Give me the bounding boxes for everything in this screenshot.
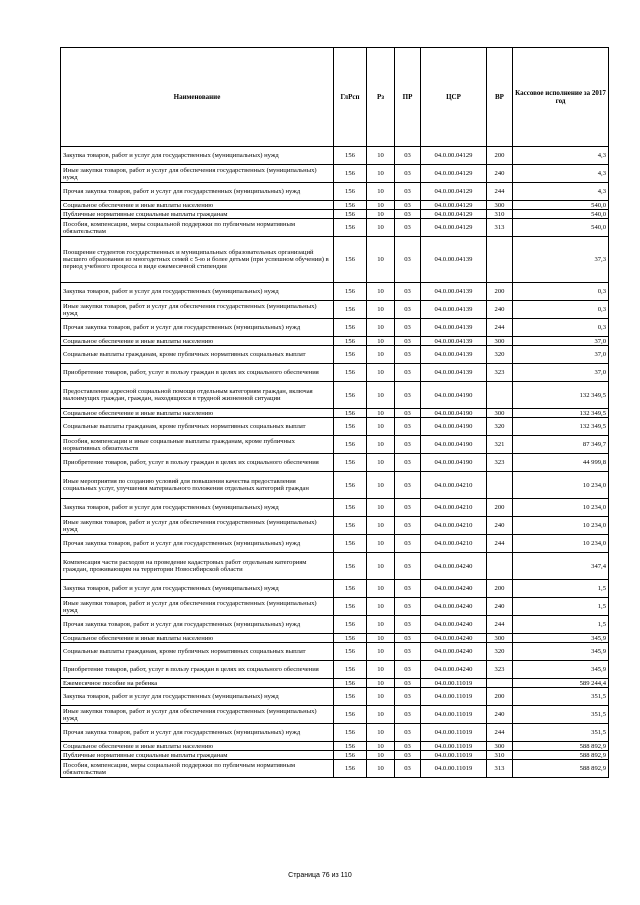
cell-amount: 0,3 (513, 319, 609, 337)
cell-amount: 588 892,9 (513, 742, 609, 751)
cell-amount: 37,0 (513, 364, 609, 382)
cell-name: Иные закупки товаров, работ и услуг для обеспечения государственных (муниципальных) нужд (61, 706, 334, 724)
cell-pr: 03 (395, 409, 421, 418)
col-header-pr: ПР (395, 48, 421, 147)
cell-pr: 03 (395, 301, 421, 319)
cell-amount: 10 234,0 (513, 535, 609, 553)
cell-pr: 03 (395, 634, 421, 643)
col-header-cash-execution: Кассовое исполнение за 2017 год (513, 48, 609, 147)
cell-glrsp: 156 (334, 616, 367, 634)
cell-amount: 351,5 (513, 724, 609, 742)
cell-amount: 345,9 (513, 634, 609, 643)
cell-csr: 04.0.00.11019 (421, 706, 487, 724)
table-row (61, 760, 609, 778)
cell-vr: 244 (487, 319, 513, 337)
table-row (61, 147, 609, 165)
table-row (61, 454, 609, 472)
cell-vr: 300 (487, 337, 513, 346)
cell-name: Иные закупки товаров, работ и услуг для обеспечения государственных (муниципальных) нужд (61, 598, 334, 616)
cell-csr: 04.0.00.04240 (421, 553, 487, 580)
cell-vr: 240 (487, 165, 513, 183)
cell-rz: 10 (367, 706, 395, 724)
cell-amount: 10 234,0 (513, 499, 609, 517)
cell-name: Пособия, компенсации и иные социальные выплаты гражданам, кроме публичных нормативных обязательств (61, 436, 334, 454)
cell-rz: 10 (367, 499, 395, 517)
cell-name: Прочая закупка товаров, работ и услуг для государственных (муниципальных) нужд (61, 183, 334, 201)
cell-vr (487, 472, 513, 499)
cell-name: Социальное обеспечение и иные выплаты населению (61, 742, 334, 751)
cell-vr: 310 (487, 751, 513, 760)
cell-pr: 03 (395, 337, 421, 346)
cell-csr: 04.0.00.04129 (421, 165, 487, 183)
table-row (61, 517, 609, 535)
table-row (61, 724, 609, 742)
cell-glrsp: 156 (334, 661, 367, 679)
cell-vr: 321 (487, 436, 513, 454)
cell-csr: 04.0.00.04240 (421, 598, 487, 616)
cell-amount: 44 999,8 (513, 454, 609, 472)
cell-pr: 03 (395, 679, 421, 688)
cell-rz: 10 (367, 472, 395, 499)
cell-amount: 10 234,0 (513, 517, 609, 535)
cell-amount: 1,5 (513, 616, 609, 634)
cell-pr: 03 (395, 283, 421, 301)
cell-csr: 04.0.00.04210 (421, 499, 487, 517)
table-row (61, 598, 609, 616)
cell-glrsp: 156 (334, 436, 367, 454)
cell-name: Закупка товаров, работ и услуг для государственных (муниципальных) нужд (61, 580, 334, 598)
table-row (61, 436, 609, 454)
cell-rz: 10 (367, 382, 395, 409)
cell-amount: 10 234,0 (513, 472, 609, 499)
cell-csr: 04.0.00.04129 (421, 147, 487, 165)
cell-pr: 03 (395, 688, 421, 706)
cell-vr: 320 (487, 346, 513, 364)
cell-rz: 10 (367, 418, 395, 436)
cell-amount: 1,5 (513, 580, 609, 598)
cell-csr: 04.0.00.04210 (421, 472, 487, 499)
cell-rz: 10 (367, 165, 395, 183)
cell-pr: 03 (395, 147, 421, 165)
cell-rz: 10 (367, 616, 395, 634)
table-row (61, 418, 609, 436)
cell-name: Социальное обеспечение и иные выплаты населению (61, 337, 334, 346)
cell-glrsp: 156 (334, 237, 367, 283)
cell-glrsp: 156 (334, 535, 367, 553)
cell-glrsp: 156 (334, 364, 367, 382)
cell-vr: 244 (487, 616, 513, 634)
cell-rz: 10 (367, 661, 395, 679)
cell-name: Прочая закупка товаров, работ и услуг для государственных (муниципальных) нужд (61, 535, 334, 553)
cell-vr: 240 (487, 598, 513, 616)
table-row (61, 301, 609, 319)
cell-rz: 10 (367, 643, 395, 661)
cell-name: Публичные нормативные социальные выплаты гражданам (61, 210, 334, 219)
cell-csr: 04.0.00.04240 (421, 643, 487, 661)
cell-vr: 240 (487, 301, 513, 319)
cell-pr: 03 (395, 237, 421, 283)
cell-vr: 200 (487, 580, 513, 598)
cell-pr: 03 (395, 183, 421, 201)
cell-amount: 589 244,4 (513, 679, 609, 688)
cell-rz: 10 (367, 760, 395, 778)
table-row (61, 237, 609, 283)
cell-glrsp: 156 (334, 283, 367, 301)
cell-rz: 10 (367, 742, 395, 751)
cell-pr: 03 (395, 436, 421, 454)
cell-glrsp: 156 (334, 165, 367, 183)
cell-amount: 351,5 (513, 688, 609, 706)
cell-pr: 03 (395, 319, 421, 337)
cell-amount: 132 349,5 (513, 418, 609, 436)
cell-pr: 03 (395, 517, 421, 535)
cell-csr: 04.0.00.04129 (421, 183, 487, 201)
cell-name: Социальные выплаты гражданам, кроме публичных нормативных социальных выплат (61, 418, 334, 436)
cell-rz: 10 (367, 147, 395, 165)
cell-pr: 03 (395, 165, 421, 183)
cell-csr: 04.0.00.11019 (421, 760, 487, 778)
cell-glrsp: 156 (334, 319, 367, 337)
cell-vr: 240 (487, 517, 513, 535)
cell-glrsp: 156 (334, 760, 367, 778)
cell-rz: 10 (367, 535, 395, 553)
cell-pr: 03 (395, 210, 421, 219)
cell-rz: 10 (367, 346, 395, 364)
cell-amount: 345,9 (513, 643, 609, 661)
cell-glrsp: 156 (334, 201, 367, 210)
cell-pr: 03 (395, 760, 421, 778)
cell-name: Ежемесячное пособие на ребенка (61, 679, 334, 688)
cell-pr: 03 (395, 580, 421, 598)
table-row (61, 346, 609, 364)
table-row (61, 499, 609, 517)
cell-glrsp: 156 (334, 183, 367, 201)
cell-name: Публичные нормативные социальные выплаты гражданам (61, 751, 334, 760)
cell-vr: 323 (487, 454, 513, 472)
table-row (61, 183, 609, 201)
cell-rz: 10 (367, 183, 395, 201)
cell-name: Закупка товаров, работ и услуг для государственных (муниципальных) нужд (61, 283, 334, 301)
cell-pr: 03 (395, 499, 421, 517)
cell-pr: 03 (395, 553, 421, 580)
table-row (61, 742, 609, 751)
cell-csr: 04.0.00.04139 (421, 337, 487, 346)
budget-table (60, 47, 609, 778)
cell-rz: 10 (367, 364, 395, 382)
cell-csr: 04.0.00.04139 (421, 237, 487, 283)
cell-csr: 04.0.00.04190 (421, 454, 487, 472)
cell-amount: 4,3 (513, 183, 609, 201)
cell-pr: 03 (395, 616, 421, 634)
table-row (61, 283, 609, 301)
cell-amount: 345,9 (513, 661, 609, 679)
table-row (61, 337, 609, 346)
cell-rz: 10 (367, 751, 395, 760)
cell-rz: 10 (367, 210, 395, 219)
cell-name: Закупка товаров, работ и услуг для государственных (муниципальных) нужд (61, 688, 334, 706)
cell-name: Приобретение товаров, работ, услуг в пользу граждан в целях их социального обеспечения (61, 661, 334, 679)
cell-amount: 37,0 (513, 337, 609, 346)
cell-vr: 244 (487, 183, 513, 201)
cell-vr: 200 (487, 688, 513, 706)
cell-rz: 10 (367, 454, 395, 472)
cell-pr: 03 (395, 219, 421, 237)
cell-amount: 1,5 (513, 598, 609, 616)
cell-vr: 200 (487, 147, 513, 165)
cell-rz: 10 (367, 634, 395, 643)
cell-rz: 10 (367, 598, 395, 616)
cell-csr: 04.0.00.04240 (421, 661, 487, 679)
cell-name: Иные закупки товаров, работ и услуг для обеспечения государственных (муниципальных) нужд (61, 301, 334, 319)
cell-glrsp: 156 (334, 418, 367, 436)
cell-csr: 04.0.00.04129 (421, 210, 487, 219)
table-row (61, 751, 609, 760)
cell-vr: 244 (487, 535, 513, 553)
cell-rz: 10 (367, 724, 395, 742)
cell-amount: 0,3 (513, 301, 609, 319)
cell-glrsp: 156 (334, 643, 367, 661)
cell-amount: 347,4 (513, 553, 609, 580)
cell-name: Прочая закупка товаров, работ и услуг для государственных (муниципальных) нужд (61, 319, 334, 337)
cell-name: Иные мероприятия по созданию условий для повышения качества предоставления социальных услуг, улучшения материального положения отдельных категорий граждан (61, 472, 334, 499)
cell-csr: 04.0.00.04139 (421, 319, 487, 337)
col-header-vr: ВР (487, 48, 513, 147)
cell-amount: 540,0 (513, 201, 609, 210)
cell-rz: 10 (367, 580, 395, 598)
table-row (61, 210, 609, 219)
cell-rz: 10 (367, 436, 395, 454)
cell-name: Социальное обеспечение и иные выплаты населению (61, 409, 334, 418)
cell-pr: 03 (395, 201, 421, 210)
cell-vr: 300 (487, 409, 513, 418)
cell-name: Предоставление адресной социальной помощи отдельным категориям граждан, включая малоимущих граждан, граждан, находящихся в трудной жизненной ситуации (61, 382, 334, 409)
col-header-name: Наименование (61, 48, 334, 147)
cell-amount: 351,5 (513, 706, 609, 724)
cell-name: Пособия, компенсации, меры социальной поддержки по публичным нормативным обязательствам (61, 219, 334, 237)
cell-name: Поощрение студентов государственных и муниципальных образовательных организаций высшего образования из многодетных семей с 5-ю и более детьми (при успешном обучении) в период учебного процесса в виде ежемесячной стипендии (61, 237, 334, 283)
cell-vr: 323 (487, 661, 513, 679)
cell-glrsp: 156 (334, 472, 367, 499)
cell-glrsp: 156 (334, 679, 367, 688)
cell-csr: 04.0.00.11019 (421, 742, 487, 751)
cell-csr: 04.0.00.04139 (421, 364, 487, 382)
table-row (61, 472, 609, 499)
cell-glrsp: 156 (334, 382, 367, 409)
cell-csr: 04.0.00.04210 (421, 517, 487, 535)
table-row (61, 382, 609, 409)
cell-rz: 10 (367, 337, 395, 346)
table-row (61, 364, 609, 382)
cell-glrsp: 156 (334, 553, 367, 580)
cell-amount: 132 349,5 (513, 409, 609, 418)
cell-csr: 04.0.00.04129 (421, 219, 487, 237)
cell-vr: 310 (487, 210, 513, 219)
cell-vr: 244 (487, 724, 513, 742)
cell-name: Компенсация части расходов на проведение кадастровых работ отдельным категориям граждан, проживающим на территории Новосибирской области (61, 553, 334, 580)
col-header-csr: ЦСР (421, 48, 487, 147)
cell-vr: 200 (487, 283, 513, 301)
cell-name: Приобретение товаров, работ, услуг в пользу граждан в целях их социального обеспечения (61, 364, 334, 382)
cell-amount: 37,3 (513, 237, 609, 283)
cell-glrsp: 156 (334, 688, 367, 706)
cell-csr: 04.0.00.04240 (421, 616, 487, 634)
cell-vr: 313 (487, 219, 513, 237)
cell-glrsp: 156 (334, 499, 367, 517)
table-row (61, 661, 609, 679)
table-row (61, 643, 609, 661)
cell-pr: 03 (395, 346, 421, 364)
cell-pr: 03 (395, 724, 421, 742)
cell-name: Социальное обеспечение и иные выплаты населению (61, 634, 334, 643)
cell-csr: 04.0.00.04139 (421, 283, 487, 301)
cell-vr: 320 (487, 643, 513, 661)
table-row (61, 319, 609, 337)
cell-glrsp: 156 (334, 301, 367, 319)
cell-amount: 588 892,9 (513, 751, 609, 760)
cell-amount: 540,0 (513, 210, 609, 219)
table-row (61, 706, 609, 724)
cell-csr: 04.0.00.11019 (421, 751, 487, 760)
cell-name: Закупка товаров, работ и услуг для государственных (муниципальных) нужд (61, 499, 334, 517)
cell-csr: 04.0.00.04190 (421, 382, 487, 409)
cell-vr: 200 (487, 499, 513, 517)
cell-name: Иные закупки товаров, работ и услуг для обеспечения государственных (муниципальных) нужд (61, 517, 334, 535)
cell-rz: 10 (367, 688, 395, 706)
table-row (61, 165, 609, 183)
cell-rz: 10 (367, 553, 395, 580)
cell-csr: 04.0.00.04190 (421, 436, 487, 454)
cell-pr: 03 (395, 535, 421, 553)
col-header-glrsp: ГлРсп (334, 48, 367, 147)
table-row (61, 535, 609, 553)
cell-pr: 03 (395, 643, 421, 661)
cell-glrsp: 156 (334, 219, 367, 237)
cell-pr: 03 (395, 706, 421, 724)
cell-pr: 03 (395, 382, 421, 409)
cell-amount: 87 349,7 (513, 436, 609, 454)
cell-csr: 04.0.00.04210 (421, 535, 487, 553)
cell-pr: 03 (395, 418, 421, 436)
cell-amount: 0,3 (513, 283, 609, 301)
cell-glrsp: 156 (334, 706, 367, 724)
cell-pr: 03 (395, 661, 421, 679)
table-row (61, 580, 609, 598)
cell-rz: 10 (367, 201, 395, 210)
cell-glrsp: 156 (334, 724, 367, 742)
cell-csr: 04.0.00.04139 (421, 301, 487, 319)
cell-name: Иные закупки товаров, работ и услуг для обеспечения государственных (муниципальных) нужд (61, 165, 334, 183)
table-row (61, 679, 609, 688)
cell-name: Закупка товаров, работ и услуг для государственных (муниципальных) нужд (61, 147, 334, 165)
cell-pr: 03 (395, 364, 421, 382)
header-row (61, 48, 609, 147)
cell-vr (487, 237, 513, 283)
cell-amount: 540,0 (513, 219, 609, 237)
cell-rz: 10 (367, 283, 395, 301)
cell-pr: 03 (395, 454, 421, 472)
cell-vr: 323 (487, 364, 513, 382)
col-header-rz: Рз (367, 48, 395, 147)
cell-glrsp: 156 (334, 634, 367, 643)
table-row (61, 616, 609, 634)
table-row (61, 409, 609, 418)
cell-vr: 300 (487, 742, 513, 751)
cell-vr: 313 (487, 760, 513, 778)
cell-name: Пособия, компенсации, меры социальной поддержки по публичным нормативным обязательствам (61, 760, 334, 778)
cell-name: Прочая закупка товаров, работ и услуг для государственных (муниципальных) нужд (61, 616, 334, 634)
cell-vr (487, 382, 513, 409)
cell-pr: 03 (395, 598, 421, 616)
cell-name: Социальные выплаты гражданам, кроме публичных нормативных социальных выплат (61, 643, 334, 661)
cell-vr (487, 679, 513, 688)
cell-csr: 04.0.00.04129 (421, 201, 487, 210)
cell-pr: 03 (395, 472, 421, 499)
cell-rz: 10 (367, 517, 395, 535)
cell-amount: 588 892,9 (513, 760, 609, 778)
cell-name: Прочая закупка товаров, работ и услуг для государственных (муниципальных) нужд (61, 724, 334, 742)
cell-csr: 04.0.00.04139 (421, 346, 487, 364)
cell-vr (487, 553, 513, 580)
cell-vr: 240 (487, 706, 513, 724)
cell-csr: 04.0.00.04240 (421, 634, 487, 643)
table-row (61, 688, 609, 706)
cell-glrsp: 156 (334, 346, 367, 364)
cell-name: Приобретение товаров, работ, услуг в пользу граждан в целях их социального обеспечения (61, 454, 334, 472)
cell-glrsp: 156 (334, 409, 367, 418)
cell-csr: 04.0.00.04240 (421, 580, 487, 598)
cell-csr: 04.0.00.11019 (421, 688, 487, 706)
cell-rz: 10 (367, 237, 395, 283)
cell-csr: 04.0.00.11019 (421, 679, 487, 688)
table-row (61, 219, 609, 237)
cell-rz: 10 (367, 409, 395, 418)
cell-vr: 320 (487, 418, 513, 436)
cell-glrsp: 156 (334, 742, 367, 751)
cell-glrsp: 156 (334, 210, 367, 219)
table-row (61, 553, 609, 580)
cell-csr: 04.0.00.11019 (421, 724, 487, 742)
cell-name: Социальные выплаты гражданам, кроме публичных нормативных социальных выплат (61, 346, 334, 364)
cell-rz: 10 (367, 301, 395, 319)
page-number: Страница 76 из 110 (288, 872, 352, 879)
cell-vr: 300 (487, 634, 513, 643)
cell-amount: 132 349,5 (513, 382, 609, 409)
cell-amount: 37,0 (513, 346, 609, 364)
cell-pr: 03 (395, 751, 421, 760)
cell-pr: 03 (395, 742, 421, 751)
table-row (61, 201, 609, 210)
cell-glrsp: 156 (334, 751, 367, 760)
cell-csr: 04.0.00.04190 (421, 409, 487, 418)
cell-glrsp: 156 (334, 147, 367, 165)
cell-name: Социальное обеспечение и иные выплаты населению (61, 201, 334, 210)
cell-glrsp: 156 (334, 337, 367, 346)
cell-vr: 300 (487, 201, 513, 210)
cell-glrsp: 156 (334, 517, 367, 535)
cell-glrsp: 156 (334, 598, 367, 616)
cell-glrsp: 156 (334, 454, 367, 472)
cell-amount: 4,3 (513, 147, 609, 165)
cell-csr: 04.0.00.04190 (421, 418, 487, 436)
table-row (61, 634, 609, 643)
cell-rz: 10 (367, 219, 395, 237)
cell-rz: 10 (367, 319, 395, 337)
cell-rz: 10 (367, 679, 395, 688)
cell-amount: 4,3 (513, 165, 609, 183)
cell-glrsp: 156 (334, 580, 367, 598)
